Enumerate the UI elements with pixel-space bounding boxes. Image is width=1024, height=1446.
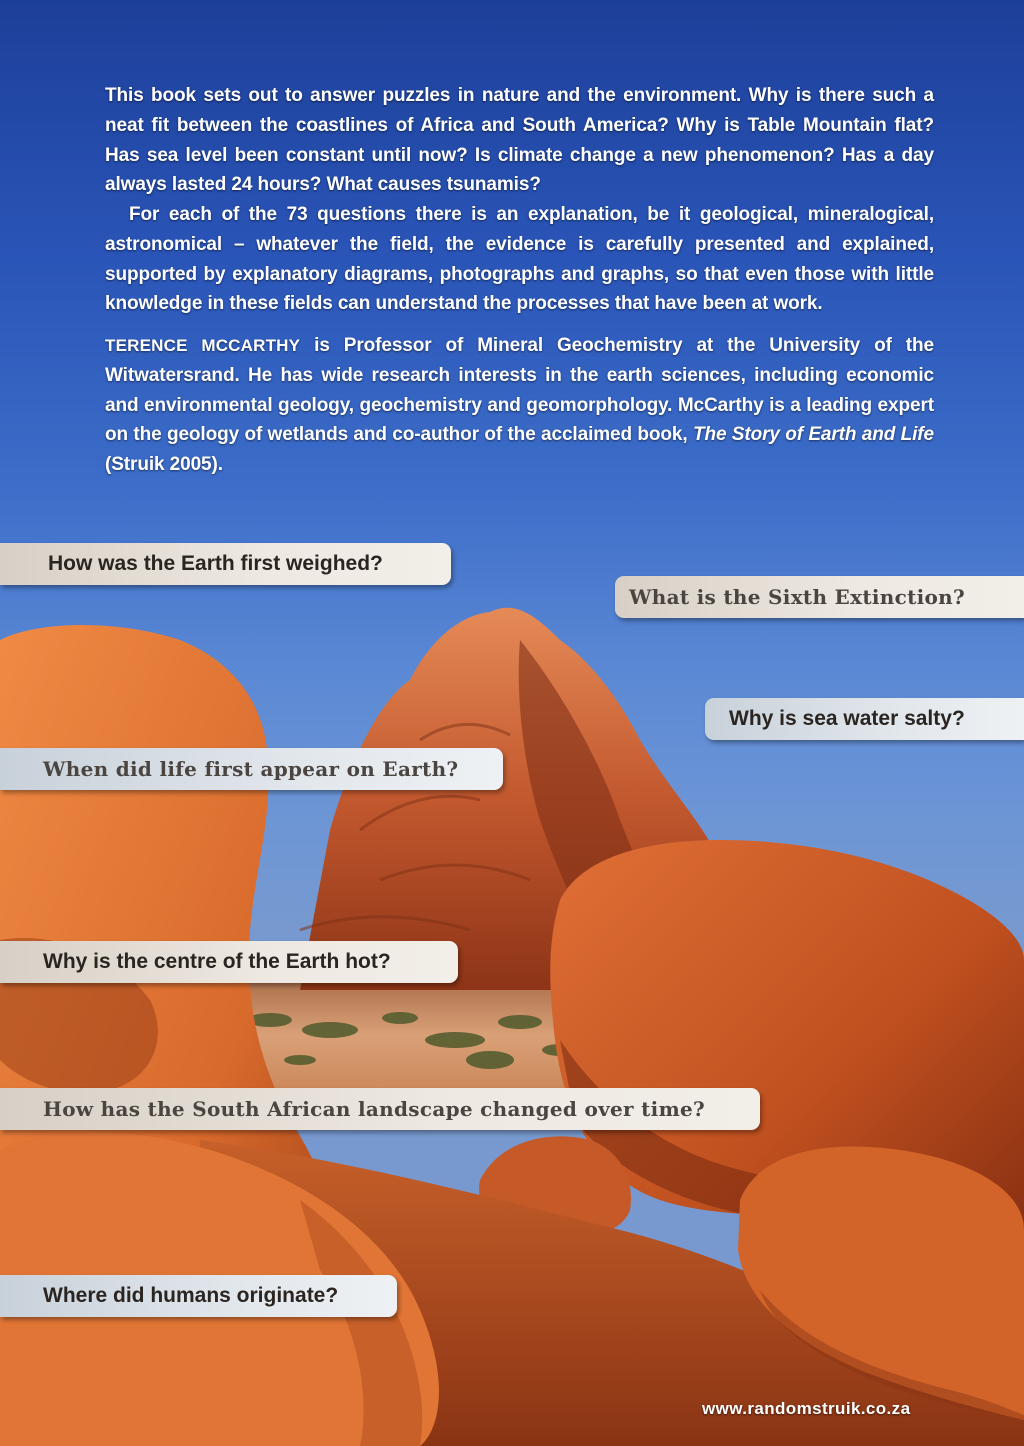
question-sea-water-salty: Why is sea water salty?: [705, 698, 1024, 740]
acclaimed-book-title: The Story of Earth and Life: [692, 424, 934, 446]
question-centre-earth-hot: Why is the centre of the Earth hot?: [0, 941, 458, 983]
question-humans-originate: Where did humans originate?: [0, 1275, 397, 1317]
blurb-paragraph-intro: This book sets out to answer puzzles in nature and the environment. Why is there such a neat fit between the coastlines of Africa and South America? Why is Table Mountain flat? Has sea level been constant until now? Is climate change a new phenomenon? Has a day always lasted 24 hours? What causes tsunamis?: [105, 85, 934, 196]
acclaimed-book-note: (Struik 2005).: [105, 454, 223, 476]
author-bio-text: is Professor of Mineral Geochemistry at the University of the Witwatersrand. He has wide research interests in the earth sciences, including economic and environmental geology, geochemistry and geomorphology. McCarthy is a leading expert on the geology of wetlands and co-author of the acclaimed book,: [105, 335, 934, 446]
author-bio: [105, 331, 934, 480]
question-sixth-extinction: What is the Sixth Extinction?: [615, 576, 1024, 618]
blurb-paragraph-questions: For each of the 73 questions there is an explanation, be it geological, mineralogical, astronomical – whatever the field, the evidence is carefully presented and explained, supported by explanatory diagrams, photographs and graphs, so that even those with little knowledge in these fields can understand the processes that have been at work.: [105, 204, 934, 315]
author-name: TERENCE MCCARTHY: [105, 336, 301, 355]
question-south-african-landscape: How has the South African landscape changed over time?: [0, 1088, 760, 1130]
publisher-website: www.randomstruik.co.za: [702, 1399, 911, 1418]
question-earth-weighed: How was the Earth first weighed?: [0, 543, 451, 585]
question-life-first-appear: When did life first appear on Earth?: [0, 748, 503, 790]
